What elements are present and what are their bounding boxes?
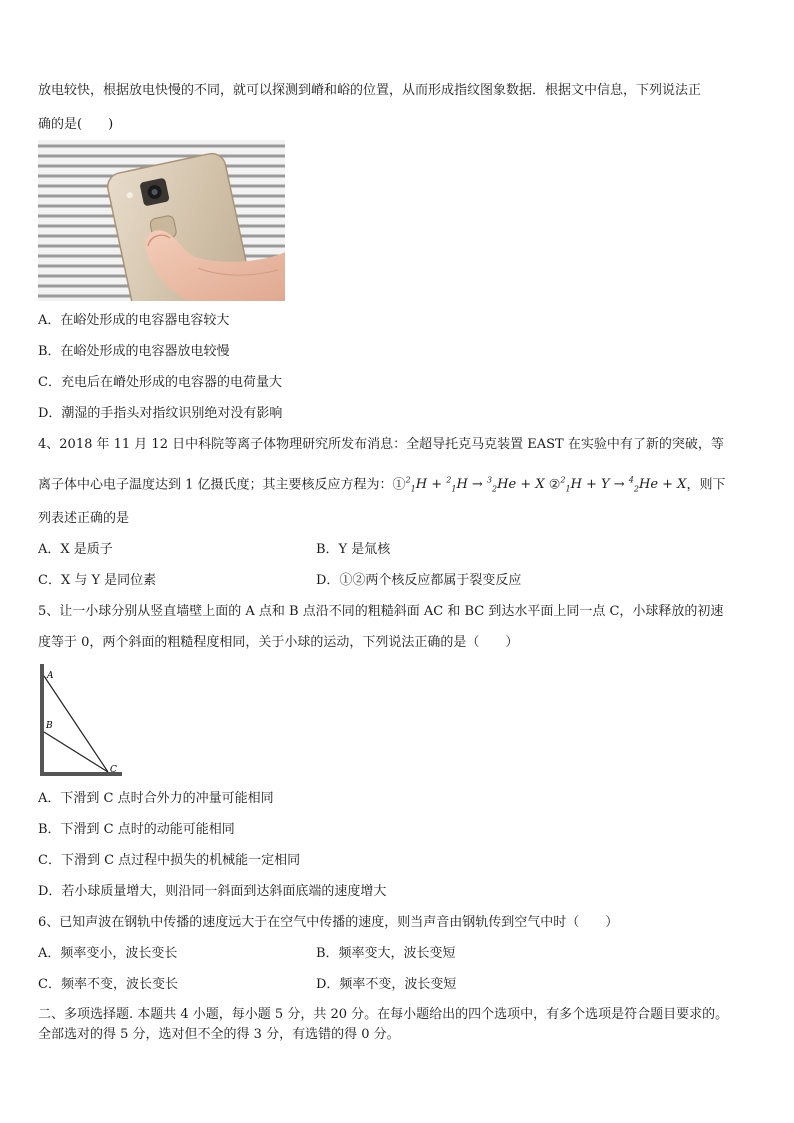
q3-option-d: D．潮湿的手指头对指纹识别绝对没有影响: [38, 406, 283, 421]
q5-option-a: A．下滑到 C 点时合外力的冲量可能相同: [38, 791, 274, 806]
q5-stem-line1: 5、让一小球分别从竖直墙壁上面的 A 点和 B 点沿不同的粗糙斜面 AC 和 BC 到达水平面上同一点 C，小球释放的初速: [38, 604, 724, 619]
point-b-label: B: [46, 721, 53, 731]
q3-option-c: C．充电后在嵴处形成的电容器的电荷量大: [38, 375, 282, 390]
q3-stem-line2: 确的是( ): [38, 117, 114, 132]
q3-option-b: B．在峪处形成的电容器放电较慢: [38, 344, 230, 359]
q4-option-a: A．X 是质子: [38, 542, 113, 557]
q6-options-row2: [38, 976, 758, 994]
q6-option-c: C．频率不变，波长变长: [38, 977, 178, 992]
q6-option-d: D．频率不变，波长变短: [316, 977, 457, 992]
q4-stem-line2: [38, 472, 758, 499]
q5-option-c: C．下滑到 C 点过程中损失的机械能一定相同: [38, 853, 301, 868]
q5-stem-line2: 度等于 0，两个斜面的粗糙程度相同，关于小球的运动，下列说法正确的是（ ）: [38, 635, 519, 650]
point-a-label: A: [47, 671, 54, 681]
q4-option-c: C．X 与 Y 是同位素: [38, 573, 157, 588]
incline-bc: [44, 732, 108, 772]
q6-option-b: B．频率变大，波长变短: [316, 946, 456, 961]
incline-diagram: [38, 660, 124, 780]
q5-option-b: B．下滑到 C 点时的动能可能相同: [38, 822, 235, 837]
q4-equation-1: $^2_1$H + $^2_1$H → $^3_2$He + X: [405, 476, 545, 494]
q4-stem-suffix: ，则下: [686, 477, 726, 493]
phone-illustration: [38, 140, 285, 301]
q4-eq2-mark: ②: [548, 477, 561, 493]
q4-stem-prefix: 离子体中心电子温度达到 1 亿摄氏度；其主要核反应方程为：: [38, 477, 393, 493]
incline-diagram-svg: [38, 660, 124, 780]
point-c-label: C: [110, 765, 117, 775]
section2-heading-line2: 全部选对的得 5 分，选对但不全的得 3 分，有选错的得 0 分。: [38, 1027, 400, 1042]
q4-equation-2: $^2_1$H + Y → $^4_2$He + X: [560, 476, 687, 494]
q6-options-row1: [38, 945, 758, 963]
q4-option-b: B．Y 是氚核: [316, 542, 391, 557]
q4-stem-line3: 列表述正确的是: [38, 511, 130, 526]
section2-heading-line1: 二、多项选择题. 本题共 4 小题，每小题 5 分，共 20 分。在每小题给出的四个选项中，有多个选项是符合题目要求的。: [38, 1007, 729, 1022]
q4-stem-line1: 4、2018 年 11 月 12 日中科院等离子体物理研究所发布消息：全超导托克马克装置 EAST 在实验中有了新的突破，等: [38, 437, 724, 452]
q4-options-row1: [38, 541, 758, 559]
q4-options-row2: [38, 572, 758, 590]
q3-option-a: A．在峪处形成的电容器电容较大: [38, 313, 230, 328]
q4-eq1-mark: ①: [392, 477, 406, 493]
q3-stem-line1: 放电较快，根据放电快慢的不同，就可以探测到嵴和峪的位置，从而形成指纹图象数据．根据文中信息，下列说法正: [38, 83, 702, 98]
q5-option-d: D．若小球质量增大，则沿同一斜面到达斜面底端的速度增大: [38, 884, 387, 899]
incline-ac: [44, 676, 108, 772]
q4-option-d: D．①②两个核反应都属于裂变反应: [316, 573, 522, 588]
q6-stem: 6、已知声波在钢轨中传播的速度远大于在空气中传播的速度，则当声音由钢轨传到空气中时（ ）: [38, 915, 619, 930]
q6-option-a: A．频率变小，波长变长: [38, 946, 178, 961]
fingerprint-phone-photo: [38, 140, 285, 301]
